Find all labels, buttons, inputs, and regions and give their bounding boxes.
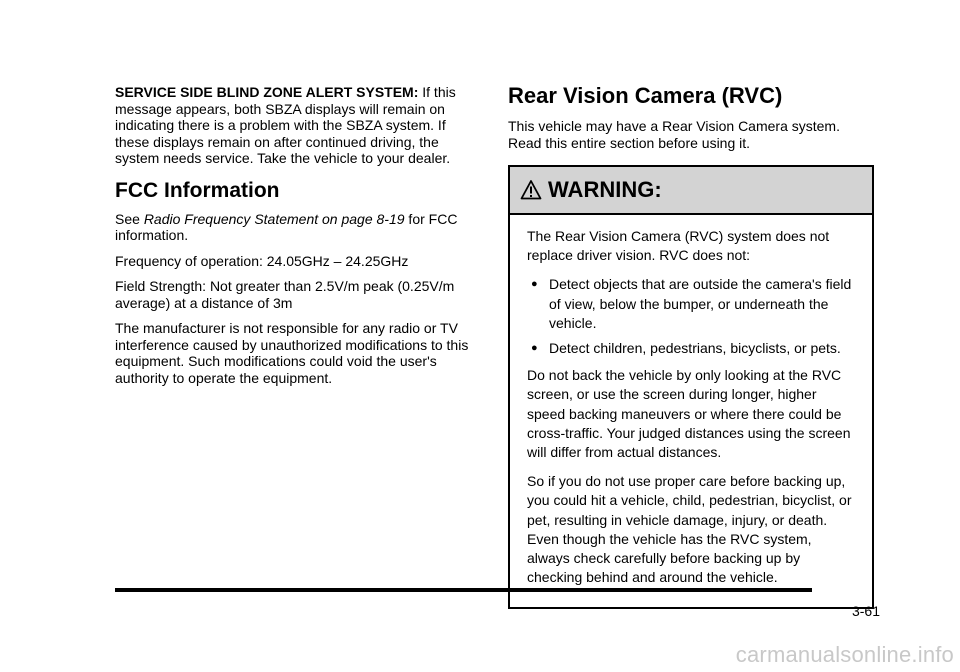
fcc-frequency: Frequency of operation: 24.05GHz – 24.25GHz (115, 252, 409, 269)
footer-rule (115, 588, 812, 592)
warning-box (508, 165, 874, 609)
warning-paragraph-1: Do not back the vehicle by only looking at the RVC screen, or use the screen during longer, higher speed backing maneuvers or where there could be cross-traffic. Your judged distances using the screen will differ from actual distances. (527, 367, 851, 461)
right-column (508, 84, 874, 609)
warning-bullet-list (527, 275, 856, 358)
warning-header (510, 167, 872, 215)
warning-paragraph-2: So if you do not use proper care before backing up, you could hit a vehicle, child, pedestrian, bicyclist, or pet, resulting in vehicle damage, injury, or death. Even though the vehicle has the RVC system, always check carefully before backing up by checking behind and around the vehicle. (527, 473, 852, 586)
warning-body (510, 215, 872, 607)
left-column (115, 84, 483, 395)
fcc-see-suffix: for FCC information. (115, 210, 458, 243)
warning-title: WARNING: (548, 176, 662, 202)
radio-frequency-link[interactable]: Radio Frequency Statement on page 8-19 (143, 210, 405, 227)
sbza-paragraph (115, 84, 483, 167)
sbza-text: If this message appears, both SBZA displays will remain on indicating there is a problem with the SBZA system. If these displays remain on after continued driving, the system needs service. Take the vehicle to your dealer. (115, 84, 456, 166)
watermark: carmanualsonline.info (735, 642, 954, 667)
page-number: 3-61 (851, 603, 880, 619)
fcc-disclaimer: The manufacturer is not responsible for any radio or TV interference caused by unauthorized modifications to this equipment. Such modifications could void the user's authority to operate the equipment. (115, 320, 469, 386)
fcc-see-paragraph (115, 211, 483, 244)
bullet-icon: ● (531, 278, 538, 291)
warning-intro: The Rear Vision Camera (RVC) system does not replace driver vision. RVC does not: (527, 228, 830, 264)
fcc-see-prefix: See (115, 210, 144, 227)
fcc-heading: FCC Information (115, 178, 280, 202)
sbza-heading: SERVICE SIDE BLIND ZONE ALERT SYSTEM: (115, 84, 419, 100)
fcc-field-strength: Field Strength: Not greater than 2.5V/m peak (0.25V/m average) at a distance of 3m (115, 278, 455, 311)
list-item: ● Detect children, pedestrians, bicyclists, or pets. (527, 339, 856, 358)
list-item: ● Detect objects that are outside the camera's field of view, below the bumper, or underneath the vehicle. (531, 276, 852, 331)
warning-triangle-icon (520, 179, 542, 201)
rvc-heading: Rear Vision Camera (RVC) (508, 83, 783, 108)
bullet-icon: ● (531, 342, 538, 355)
rvc-intro: This vehicle may have a Rear Vision Camera system. Read this entire section before using it. (508, 118, 840, 151)
